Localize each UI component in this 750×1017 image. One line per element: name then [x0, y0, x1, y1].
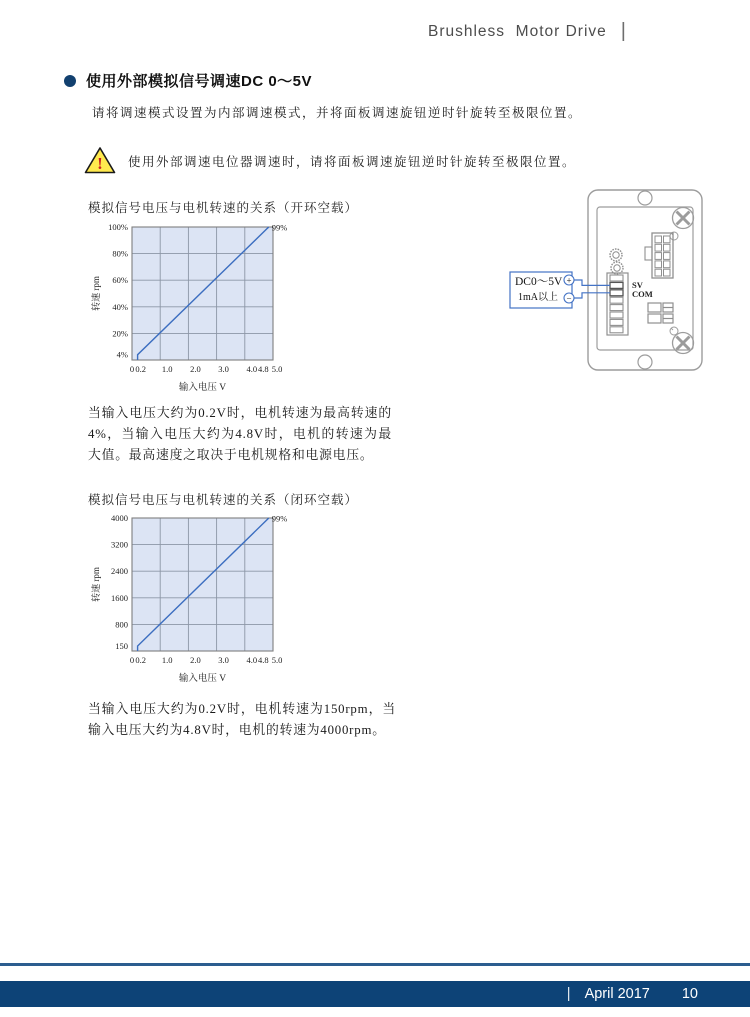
footer-rule	[0, 963, 750, 966]
y-tick-label: 100%	[108, 222, 128, 232]
x-tick-label: 4.0	[246, 655, 258, 665]
x-tick-label: 4.8	[258, 655, 269, 665]
section-heading-row	[64, 70, 312, 91]
y-tick-label: 2400	[111, 566, 128, 577]
intro-text: 请将调速模式设置为内部调速模式，并将面板调速旋钮逆时针旋转至极限位置。	[92, 106, 583, 120]
x-tick-label: 2.0	[190, 364, 201, 374]
page-header	[428, 20, 626, 43]
x-tick-label: 1.0	[161, 364, 173, 374]
x-tick-label: 4.0	[246, 364, 258, 374]
max-speed-annotation: 99%	[271, 222, 288, 233]
x-tick-label: 4.8	[258, 364, 269, 374]
x-tick-label: 5.0	[271, 364, 283, 374]
sv-terminal	[610, 282, 623, 288]
y-tick-label: 4%	[116, 349, 128, 360]
bullet-icon	[64, 75, 76, 87]
x-tick-label: 0	[129, 364, 135, 374]
terminal-strip	[607, 273, 628, 335]
y-tick-label: 800	[115, 619, 128, 630]
warning-text: 使用外部调速电位器调速时，请将面板调速旋钮逆时针旋转至极限位置。	[128, 155, 577, 169]
y-tick-label: 40%	[112, 301, 128, 312]
indicator-hole-bottom	[670, 327, 678, 335]
footer-separator: |	[566, 986, 571, 1002]
x-tick-label: 2.0	[190, 655, 201, 665]
warning-exclamation: !	[97, 154, 103, 173]
y-tick-label: 4000	[111, 513, 128, 523]
pin-connector-2x5	[645, 233, 673, 278]
x-tick-label: 0	[129, 655, 135, 665]
com-terminal	[610, 290, 623, 296]
minus-sign: −	[566, 293, 572, 304]
y-axis-label: 转速 rpm	[91, 567, 101, 602]
warning-row	[84, 146, 576, 175]
plus-sign: +	[566, 275, 572, 286]
trimpot-inner-1	[613, 252, 619, 258]
open-loop-paragraph: 当输入电压大约为0.2V时，电机转速为最高转速的4%，当输入电压大约为4.8V时，电机的转速为最大值。最高速度之取决于电机规格和电源电压。	[88, 406, 392, 462]
dc-current-label: 1mA以上	[518, 292, 558, 303]
x-axis-label: 输入电压 V	[178, 383, 227, 393]
x-tick-label: 0.2	[135, 655, 146, 665]
com-label: COM	[632, 289, 653, 299]
x-tick-label: 0.2	[135, 364, 146, 374]
footer-date: April 2017	[584, 986, 650, 1002]
dc-source-label: DC0～5V	[515, 276, 563, 288]
power-connector-2x2	[648, 303, 673, 323]
max-speed-annotation: 99%	[271, 513, 288, 524]
warning-triangle-icon	[84, 146, 116, 175]
x-axis-label: 输入电压 V	[178, 674, 227, 684]
y-tick-label: 80%	[112, 248, 128, 259]
wire-positive	[574, 280, 610, 285]
trimpot-inner-2	[614, 265, 620, 271]
header-separator: |	[620, 20, 626, 42]
closed-loop-paragraph: 当输入电压大约为0.2V时，电机转速为150rpm，当输入电压大约为4.8V时，电机的转速为4000rpm。	[88, 702, 396, 737]
panel-inner-plate	[597, 207, 693, 350]
closed-loop-chart	[85, 512, 300, 688]
mount-hole-top	[638, 191, 652, 205]
x-tick-label: 1.0	[161, 655, 173, 665]
y-tick-label: 150	[115, 641, 128, 652]
y-tick-label: 60%	[112, 275, 128, 286]
mount-hole-bottom	[638, 355, 652, 369]
open-loop-chart-title: 模拟信号电压与电机转速的关系（开环空载）	[88, 201, 359, 215]
trimpot-icon-1	[610, 249, 622, 261]
y-tick-label: 3200	[111, 539, 128, 550]
y-tick-label: 1600	[111, 592, 128, 603]
y-tick-label: 20%	[112, 328, 128, 339]
open-loop-chart	[85, 221, 300, 397]
trimpot-icon-2	[611, 262, 623, 274]
drive-panel-diagram	[502, 183, 707, 378]
wire-negative	[574, 293, 610, 298]
footer-page-number: 10	[681, 986, 698, 1002]
x-tick-label: 3.0	[218, 655, 229, 665]
sv-label: SV	[632, 280, 643, 290]
footer-bar	[0, 981, 750, 1007]
section-heading: 使用外部模拟信号调速DC 0～5V	[86, 73, 313, 90]
x-tick-label: 5.0	[271, 655, 283, 665]
header-title: Brushless Motor Drive	[428, 22, 607, 40]
y-axis-label: 转速 rpm	[91, 276, 101, 311]
x-tick-label: 3.0	[218, 364, 229, 374]
closed-loop-chart-title: 模拟信号电压与电机转速的关系（闭环空载）	[88, 493, 359, 507]
screw-icon-top	[673, 208, 694, 229]
